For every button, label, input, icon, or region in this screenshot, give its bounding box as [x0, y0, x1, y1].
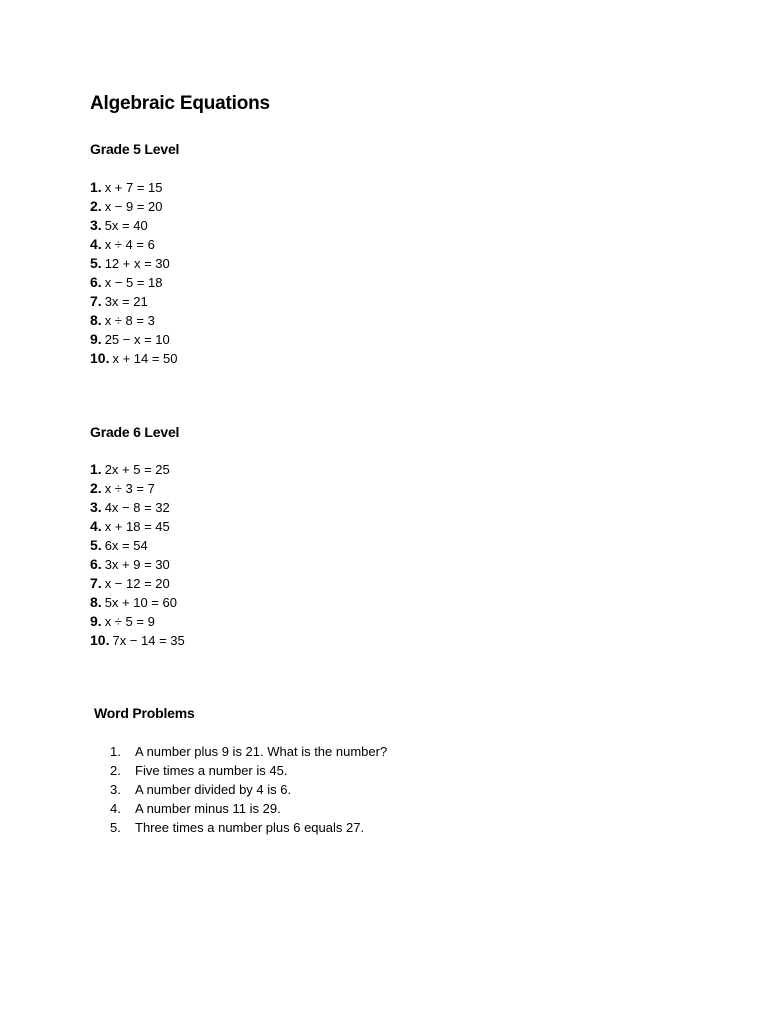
equation-item [90, 593, 185, 612]
equation-text: 3x = 21 [104, 294, 148, 309]
word-problem-text: A number minus 11 is 29. [135, 801, 281, 816]
equation-item [90, 197, 178, 216]
equation-list-grade-5 [90, 178, 178, 368]
equation-number: 8. [90, 594, 102, 610]
equation-item [90, 479, 185, 498]
equation-text: x ÷ 5 = 9 [104, 614, 155, 629]
word-problem-text: A number divided by 4 is 6. [135, 782, 292, 797]
section-heading-grade-5: Grade 5 Level [90, 141, 180, 157]
equation-item [90, 460, 185, 479]
equation-number: 8. [90, 312, 102, 328]
word-problem-number: 2. [110, 763, 121, 778]
equation-text: x − 9 = 20 [104, 199, 163, 214]
equation-text: 5x = 40 [104, 218, 148, 233]
word-problem-item [110, 761, 387, 780]
equation-item [90, 273, 178, 292]
equation-item [90, 612, 185, 631]
equation-item [90, 536, 185, 555]
word-problem-item [110, 799, 387, 818]
equation-text: x − 5 = 18 [104, 275, 163, 290]
word-problem-item [110, 818, 387, 837]
equation-text: 6x = 54 [104, 538, 148, 553]
equation-number: 5. [90, 537, 102, 553]
equation-number: 4. [90, 236, 102, 252]
word-problem-number: 1. [110, 744, 121, 759]
equation-number: 3. [90, 499, 102, 515]
word-problem-text: A number plus 9 is 21. What is the number? [135, 744, 388, 759]
equation-item [90, 235, 178, 254]
equation-number: 2. [90, 198, 102, 214]
section-heading-grade-6: Grade 6 Level [90, 424, 180, 440]
equation-number: 6. [90, 274, 102, 290]
equation-number: 7. [90, 575, 102, 591]
equation-text: x − 12 = 20 [104, 576, 170, 591]
equation-item [90, 498, 185, 517]
equation-item [90, 254, 178, 273]
word-problem-number: 4. [110, 801, 121, 816]
equation-number: 4. [90, 518, 102, 534]
equation-item [90, 178, 178, 197]
equation-item [90, 349, 178, 368]
equation-text: x ÷ 3 = 7 [104, 481, 155, 496]
word-problem-number: 5. [110, 820, 121, 835]
equation-number: 7. [90, 293, 102, 309]
equation-text: 7x − 14 = 35 [112, 633, 185, 648]
equation-item [90, 517, 185, 536]
equation-list-grade-6 [90, 460, 185, 650]
equation-number: 1. [90, 179, 102, 195]
equation-number: 10. [90, 632, 110, 648]
equation-item [90, 292, 178, 311]
equation-number: 3. [90, 217, 102, 233]
equation-text: x + 14 = 50 [112, 351, 178, 366]
word-problem-list [110, 742, 387, 837]
equation-number: 9. [90, 331, 102, 347]
word-problem-item [110, 780, 387, 799]
equation-number: 6. [90, 556, 102, 572]
word-problem-item [110, 742, 387, 761]
equation-text: x + 7 = 15 [104, 180, 163, 195]
document-title: Algebraic Equations [90, 93, 270, 114]
word-problem-text: Three times a number plus 6 equals 27. [135, 820, 365, 835]
equation-number: 9. [90, 613, 102, 629]
section-heading-word-problems: Word Problems [94, 705, 195, 721]
equation-item [90, 330, 178, 349]
equation-text: 4x − 8 = 32 [104, 500, 170, 515]
equation-text: x + 18 = 45 [104, 519, 170, 534]
equation-text: x ÷ 8 = 3 [104, 313, 155, 328]
equation-item [90, 631, 185, 650]
equation-item [90, 216, 178, 235]
equation-item [90, 574, 185, 593]
equation-text: 3x + 9 = 30 [104, 557, 170, 572]
equation-number: 1. [90, 461, 102, 477]
equation-item [90, 311, 178, 330]
equation-text: x ÷ 4 = 6 [104, 237, 155, 252]
word-problem-text: Five times a number is 45. [135, 763, 288, 778]
equation-number: 5. [90, 255, 102, 271]
word-problem-number: 3. [110, 782, 121, 797]
equation-item [90, 555, 185, 574]
equation-text: 2x + 5 = 25 [104, 462, 170, 477]
equation-text: 25 − x = 10 [104, 332, 170, 347]
equation-number: 2. [90, 480, 102, 496]
equation-text: 12 + x = 30 [104, 256, 170, 271]
equation-number: 10. [90, 350, 110, 366]
equation-text: 5x + 10 = 60 [104, 595, 177, 610]
